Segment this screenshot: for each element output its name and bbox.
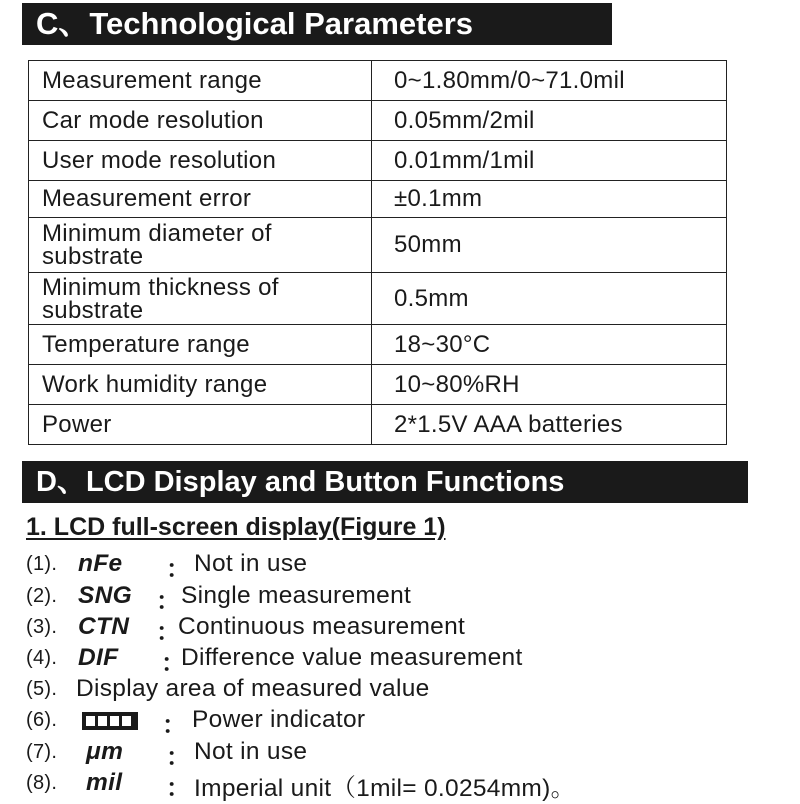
item-number: (2). <box>26 585 58 607</box>
item-description: Continuous measurement <box>178 613 466 640</box>
param-value: 0.05mm/2mil <box>372 101 727 141</box>
param-label: Power <box>29 405 372 445</box>
item-description: Not in use <box>194 738 308 765</box>
table-row <box>29 141 727 181</box>
table-row <box>29 273 727 325</box>
param-label: Measurement error <box>29 181 372 218</box>
item-number: (7). <box>26 741 58 763</box>
section-d-title: D、LCD Display and Button Functions <box>22 461 748 503</box>
item-number: (4). <box>26 647 58 669</box>
param-value: ±0.1mm <box>372 181 727 218</box>
param-label: User mode resolution <box>29 141 372 181</box>
item-colon: ： <box>156 619 181 646</box>
param-label: Work humidity range <box>29 365 372 405</box>
item-colon: ： <box>166 744 191 771</box>
param-value: 0.01mm/1mil <box>372 141 727 181</box>
table-row <box>29 325 727 365</box>
section-c-title: C、Technological Parameters <box>22 3 612 45</box>
parameters-table <box>28 60 727 445</box>
param-value: 10~80%RH <box>372 365 727 405</box>
param-label: Minimum diameter of substrate <box>29 218 372 273</box>
param-label: Measurement range <box>29 61 372 101</box>
param-label: Temperature range <box>29 325 372 365</box>
item-description: Display area of measured value <box>76 675 430 702</box>
item-colon: ： <box>156 588 181 615</box>
item-description: Imperial unit（1mil= 0.0254mm)。 <box>194 775 576 802</box>
table-row <box>29 61 727 101</box>
item-colon: ： <box>161 650 186 677</box>
item-description: Not in use <box>194 550 308 577</box>
param-value: 50mm <box>372 218 727 273</box>
item-number: (3). <box>26 616 58 638</box>
param-value: 18~30°C <box>372 325 727 365</box>
item-description: Power indicator <box>192 706 366 733</box>
item-keyword: SNG <box>78 582 132 609</box>
item-colon: ： <box>166 775 191 802</box>
param-value: 0~1.80mm/0~71.0mil <box>372 61 727 101</box>
item-number: (1). <box>26 553 58 575</box>
param-label: Car mode resolution <box>29 101 372 141</box>
param-value: 2*1.5V AAA batteries <box>372 405 727 445</box>
table-row <box>29 181 727 218</box>
item-number: (5). <box>26 678 58 700</box>
item-keyword: nFe <box>78 550 123 577</box>
table-row <box>29 405 727 445</box>
item-keyword: μm <box>86 738 124 765</box>
item-description: Single measurement <box>181 582 412 609</box>
item-keyword: CTN <box>78 613 130 640</box>
param-value: 0.5mm <box>372 273 727 325</box>
item-colon: ： <box>166 556 191 583</box>
item-colon: ： <box>162 712 187 739</box>
param-label: Minimum thickness of substrate <box>29 273 372 325</box>
table-row <box>29 365 727 405</box>
item-number: (6). <box>26 709 58 731</box>
battery-icon <box>82 712 138 730</box>
table-row <box>29 218 727 273</box>
item-number: (8). <box>26 772 58 794</box>
table-row <box>29 101 727 141</box>
lcd-subheading: 1. LCD full-screen display(Figure 1) <box>26 513 446 541</box>
item-keyword: mil <box>86 769 123 796</box>
item-keyword: DIF <box>78 644 119 671</box>
item-description: Difference value measurement <box>181 644 523 671</box>
